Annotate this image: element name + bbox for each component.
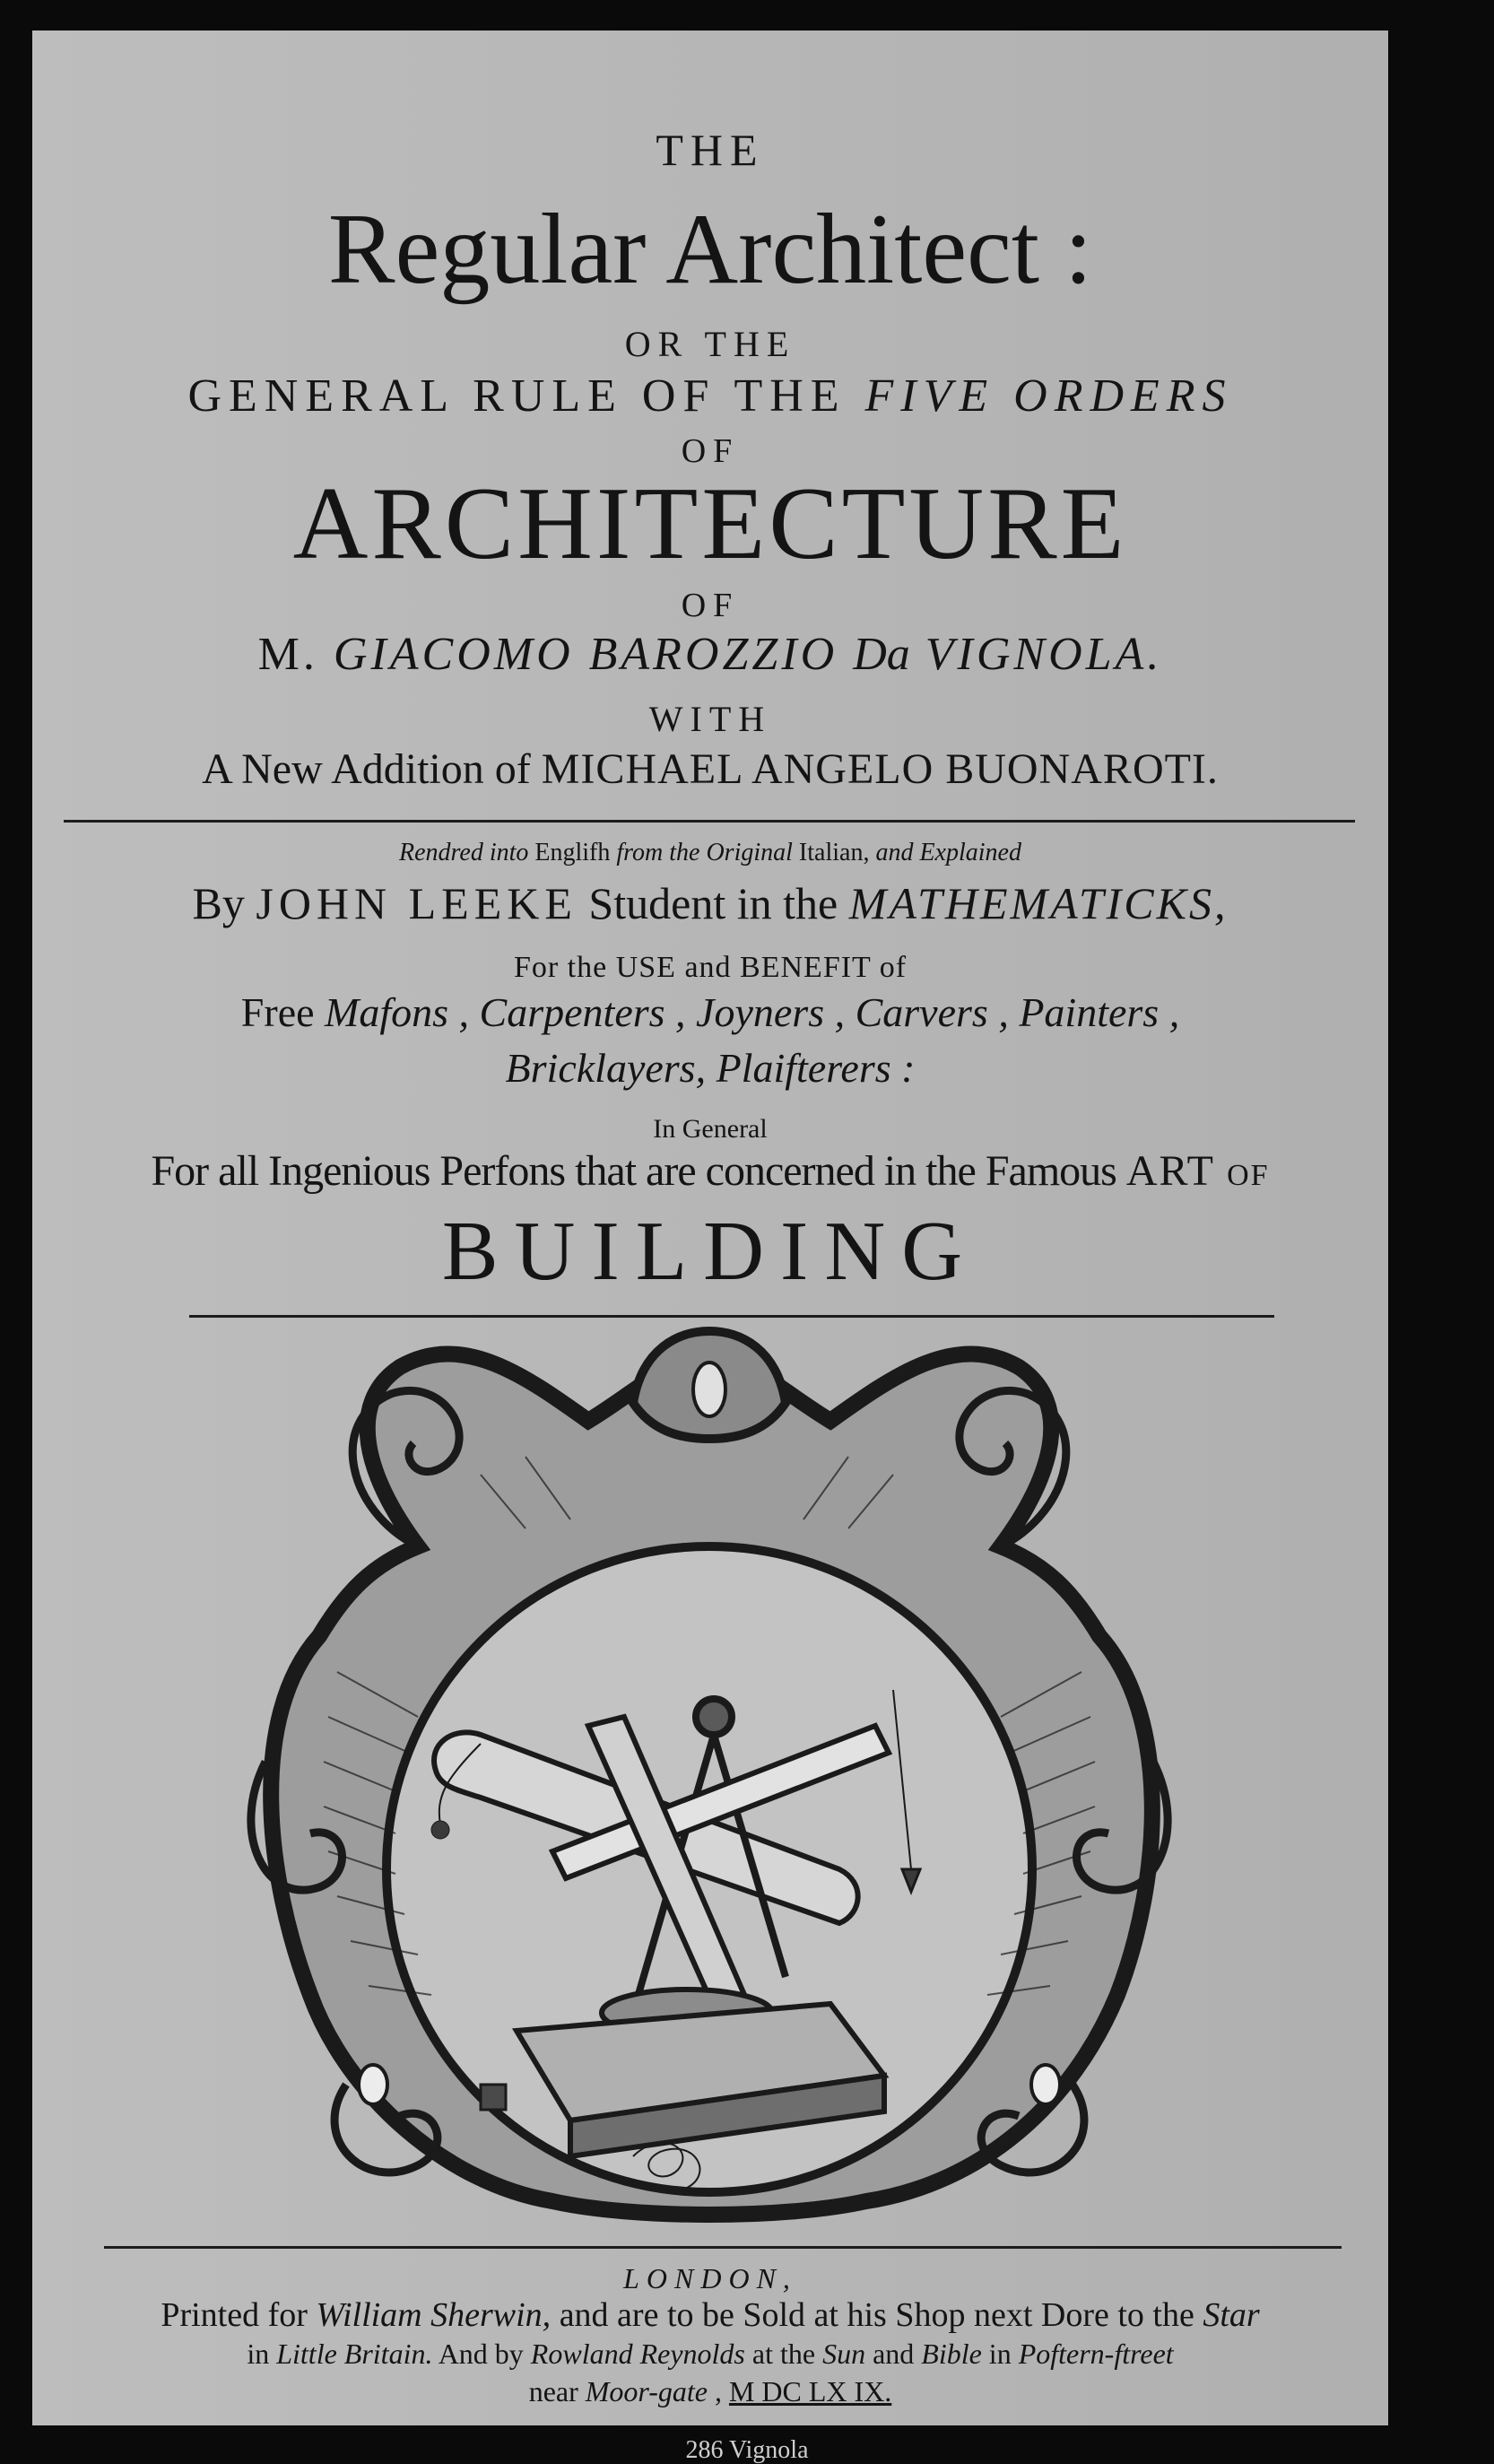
author-line <box>32 631 1388 678</box>
printer-name: William Sherwin, <box>316 2296 552 2334</box>
near-word: near <box>528 2375 578 2407</box>
with-line: WITH <box>648 699 772 739</box>
translator-line <box>32 878 1388 928</box>
addition-prefix: A New Addition of <box>202 745 531 793</box>
sold-at: and are to be Sold at his Shop next Dore to the <box>559 2296 1194 2334</box>
imprint-line-2 <box>32 2339 1388 2368</box>
page-caption: 286 Vignola <box>685 2436 809 2464</box>
reynolds-name: Rowland Reynolds <box>530 2338 745 2370</box>
plumb-bob-left <box>431 1821 449 1839</box>
sun-sign: Sun <box>822 2338 866 2370</box>
imprint-line-3 <box>32 2377 1388 2406</box>
shell-oval <box>693 1363 725 1416</box>
free-word: Free <box>240 989 315 1035</box>
postern-street: Poftern-ftreet <box>1018 2338 1174 2370</box>
imprint-london: LONDON, <box>623 2262 797 2294</box>
student-in: Student in the <box>588 878 838 928</box>
five-orders-text: FIVE ORDERS <box>864 370 1233 422</box>
divider-rule-1 <box>64 820 1355 823</box>
of-line-2: OF <box>681 587 740 624</box>
trades-list-1: Mafons , Carpenters , Joyners , Carvers , Painters , <box>325 989 1180 1035</box>
author-prefix: M. <box>257 629 318 680</box>
rendred-part-3: and Explained <box>875 839 1021 866</box>
trades-line-1 <box>32 989 1388 1035</box>
or-the-line: OR THE <box>624 324 796 364</box>
bible-sign: Bible <box>921 2338 982 2370</box>
in-general-line: In General <box>653 1114 768 1144</box>
rendred-part-1: Rendred into <box>399 839 529 866</box>
main-title: Regular Architect : <box>327 194 1093 305</box>
in-word-2: in <box>988 2338 1012 2370</box>
rendred-line <box>32 840 1388 866</box>
title-the: THE <box>656 125 765 175</box>
in-word: in <box>247 2338 270 2370</box>
imprint-line-1 <box>32 2298 1388 2332</box>
cartouche-illustration <box>212 1295 1207 2237</box>
art-of-text: ART of <box>1125 1147 1270 1195</box>
star-sign: Star <box>1203 2296 1260 2334</box>
translator-name: JOHN LEEKE <box>256 878 578 928</box>
imprint-year: M DC LX IX. <box>728 2375 892 2407</box>
author-da: Da <box>853 629 910 680</box>
author-surname: VIGNOLA. <box>925 629 1163 680</box>
author-name: GIACOMO BAROZZIO <box>333 629 838 680</box>
for-use-line: For the USE and BENEFIT of <box>513 951 908 984</box>
title-page-plate <box>32 30 1388 2425</box>
ingenious-line <box>32 1147 1388 1195</box>
divider-rule-3 <box>104 2246 1342 2249</box>
addition-line <box>32 745 1388 793</box>
frame-hole-left <box>359 2065 387 2104</box>
mathematicks: MATHEMATICKS, <box>848 878 1229 928</box>
at-the: at the <box>751 2338 816 2370</box>
rendred-english: Englifh <box>534 839 611 866</box>
by-word: By <box>192 878 245 928</box>
building-heading: BUILDING <box>441 1205 979 1298</box>
addition-name: MICHAEL ANGELO BUONAROTI. <box>541 745 1219 793</box>
general-rule-line <box>32 370 1388 422</box>
frame-hole-right <box>1031 2065 1060 2104</box>
architecture-heading: ARCHITECTURE <box>292 466 1128 581</box>
rendred-part-2: from the Original <box>616 839 793 866</box>
of-line-1: OF <box>681 432 740 470</box>
small-cube <box>481 2085 506 2110</box>
and-by: And by <box>438 2338 524 2370</box>
printed-for: Printed for <box>161 2296 308 2334</box>
ingenious-text: For all Ingenious Perfons that are concerned in the Famous <box>151 1147 1116 1195</box>
trades-line-2: Bricklayers, Plaifterers : <box>505 1045 916 1091</box>
and-word: and <box>873 2338 915 2370</box>
general-rule-text: GENERAL RULE OF THE <box>187 370 847 422</box>
rendred-italian: Italian, <box>798 839 870 866</box>
little-britain: Little Britain. <box>276 2338 433 2370</box>
moorgate: Moor-gate , <box>585 2375 722 2407</box>
